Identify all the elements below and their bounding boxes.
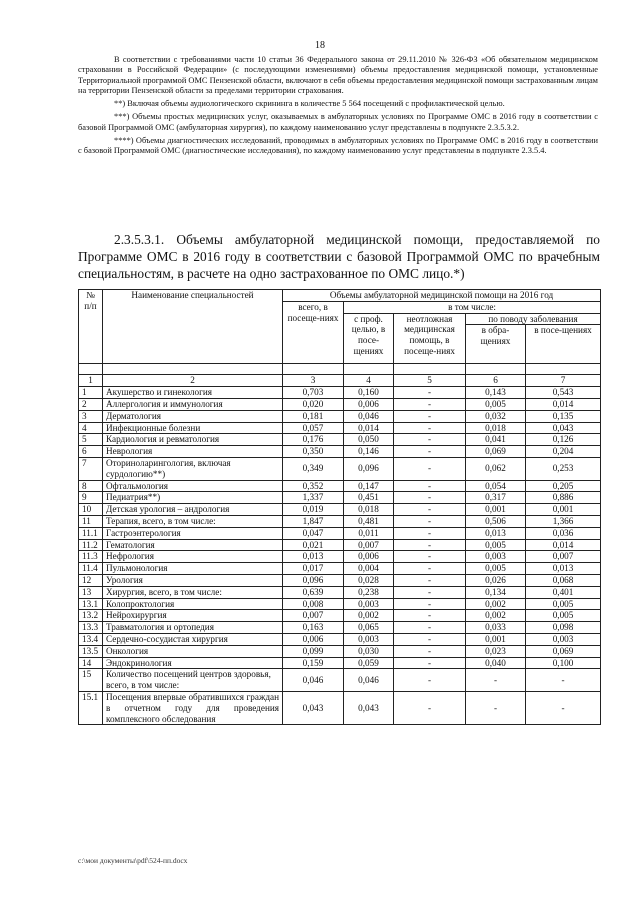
specialty-name: Детская урология – андрология: [103, 504, 283, 516]
specialty-name: Количество посещений центров здоровья, всего, в том числе:: [103, 669, 283, 692]
specialty-name: Нейрохирургия: [103, 610, 283, 622]
urgent-care-visits: -: [394, 551, 466, 563]
disease-appeals: 0,002: [466, 610, 526, 622]
urgent-care-visits: -: [394, 422, 466, 434]
disease-appeals: 0,069: [466, 446, 526, 458]
prophylactic-visits: 0,006: [344, 398, 394, 410]
disease-appeals: 0,023: [466, 645, 526, 657]
header-name: Наименование специальностей: [103, 290, 283, 364]
note-paragraph: **) Включая объемы аудиологического скрининга в количестве 5 564 посещений с профилактической целью.: [114, 99, 505, 109]
urgent-care-visits: -: [394, 633, 466, 645]
total-visits: 0,163: [283, 622, 344, 634]
disease-visits: 0,014: [526, 539, 601, 551]
prophylactic-visits: 0,147: [344, 480, 394, 492]
urgent-care-visits: -: [394, 446, 466, 458]
disease-visits: 0,204: [526, 446, 601, 458]
prophylactic-visits: 0,238: [344, 586, 394, 598]
total-visits: 0,019: [283, 504, 344, 516]
disease-visits: 0,007: [526, 551, 601, 563]
disease-appeals: 0,005: [466, 398, 526, 410]
total-visits: 0,639: [283, 586, 344, 598]
row-number: 6: [79, 446, 103, 458]
prophylactic-visits: 0,030: [344, 645, 394, 657]
header-total: всего, в посеще-ниях: [283, 301, 344, 364]
disease-appeals: 0,002: [466, 598, 526, 610]
disease-visits: 1,366: [526, 515, 601, 527]
row-number: 11.4: [79, 563, 103, 575]
disease-appeals: 0,013: [466, 527, 526, 539]
specialty-name: Хирургия, всего, в том числе:: [103, 586, 283, 598]
total-visits: 0,176: [283, 434, 344, 446]
disease-visits: 0,543: [526, 387, 601, 399]
urgent-care-visits: -: [394, 622, 466, 634]
urgent-care-visits: -: [394, 657, 466, 669]
disease-appeals: 0,054: [466, 480, 526, 492]
total-visits: 1,337: [283, 492, 344, 504]
disease-visits: 0,014: [526, 398, 601, 410]
note-paragraph: В соответствии с требованиями части 10 статьи 36 Федерального закона от 29.11.2010 № 326-ФЗ «Об обязательном медицинском страховании в Российской Федерации» (с последующими изменениями) объемы предоставления медицинской помощи, установленные Территориальной программой ОМС Пензенской области, включают в себя объемы предоставления медицинской помощи застрахованным лицам на территории Пензенской области за пределами территории страхования.: [78, 55, 598, 95]
specialty-name: Гастроэнтерология: [103, 527, 283, 539]
specialty-name: Пульмонология: [103, 563, 283, 575]
urgent-care-visits: -: [394, 434, 466, 446]
prophylactic-visits: 0,004: [344, 563, 394, 575]
total-visits: 0,703: [283, 387, 344, 399]
urgent-care-visits: -: [394, 691, 466, 724]
row-number: 11.2: [79, 539, 103, 551]
disease-visits: 0,043: [526, 422, 601, 434]
disease-visits: 0,100: [526, 657, 601, 669]
disease-visits: 0,886: [526, 492, 601, 504]
disease-visits: 0,135: [526, 410, 601, 422]
specialty-name: Колопроктология: [103, 598, 283, 610]
prophylactic-visits: 0,028: [344, 574, 394, 586]
table-row: [79, 398, 601, 410]
specialty-name: Нефрология: [103, 551, 283, 563]
specialty-name: Дерматология: [103, 410, 283, 422]
note-paragraph: ****) Объемы диагностических исследований, проводимых в амбулаторных условиях по Программе ОМС в 2016 году в соответствии с базовой Программой ОМС (диагностические исследования), по каждому наименованию услуг представлены в подпункте 2.3.5.4.: [78, 136, 598, 156]
specialty-name: Акушерство и гинекология: [103, 387, 283, 399]
prophylactic-visits: 0,481: [344, 515, 394, 527]
section-heading-text: 2.3.5.3.1. Объемы амбулаторной медицинской помощи, предоставляемой по Программе ОМС в 2016 году в соответствии с базовой Программой ОМС по врачебным специальностям, в расчете на одно застрахованное по ОМС лицо.*): [78, 232, 600, 282]
prophylactic-visits: 0,451: [344, 492, 394, 504]
disease-visits: 0,098: [526, 622, 601, 634]
total-visits: 0,349: [283, 457, 344, 480]
row-number: 13.5: [79, 645, 103, 657]
prophylactic-visits: 0,003: [344, 633, 394, 645]
prophylactic-visits: 0,146: [344, 446, 394, 458]
total-visits: 0,352: [283, 480, 344, 492]
outpatient-volumes-table: [78, 289, 601, 725]
table-row: [79, 446, 601, 458]
total-visits: 0,350: [283, 446, 344, 458]
disease-appeals: 0,040: [466, 657, 526, 669]
total-visits: 0,043: [283, 691, 344, 724]
prophylactic-visits: 0,007: [344, 539, 394, 551]
row-number: 13.4: [79, 633, 103, 645]
table-row: [79, 422, 601, 434]
table-row: [79, 633, 601, 645]
row-number: 13.1: [79, 598, 103, 610]
specialty-name: Онкология: [103, 645, 283, 657]
disease-visits: 0,205: [526, 480, 601, 492]
specialty-name: Травматология и ортопедия: [103, 622, 283, 634]
disease-appeals: 0,033: [466, 622, 526, 634]
disease-visits: 0,005: [526, 598, 601, 610]
urgent-care-visits: -: [394, 586, 466, 598]
disease-visits: 0,068: [526, 574, 601, 586]
row-number: 4: [79, 422, 103, 434]
disease-visits: -: [526, 669, 601, 692]
urgent-care-visits: -: [394, 563, 466, 575]
row-number: 11: [79, 515, 103, 527]
disease-appeals: -: [466, 669, 526, 692]
disease-appeals: 0,041: [466, 434, 526, 446]
table-row: [79, 551, 601, 563]
column-index: 3: [283, 375, 344, 387]
row-number: 12: [79, 574, 103, 586]
row-number: 7: [79, 457, 103, 480]
urgent-care-visits: -: [394, 598, 466, 610]
urgent-care-visits: -: [394, 610, 466, 622]
table-row: [79, 410, 601, 422]
disease-visits: 0,401: [526, 586, 601, 598]
total-visits: 1,847: [283, 515, 344, 527]
disease-visits: -: [526, 691, 601, 724]
table-row: [79, 645, 601, 657]
column-index: 7: [526, 375, 601, 387]
total-visits: 0,159: [283, 657, 344, 669]
total-visits: 0,046: [283, 669, 344, 692]
table-row: [79, 563, 601, 575]
prophylactic-visits: 0,002: [344, 610, 394, 622]
prophylactic-visits: 0,006: [344, 551, 394, 563]
table-row: [79, 434, 601, 446]
disease-visits: 0,069: [526, 645, 601, 657]
prophylactic-visits: 0,096: [344, 457, 394, 480]
specialty-name: Кардиология и ревматология: [103, 434, 283, 446]
disease-visits: 0,005: [526, 610, 601, 622]
row-number: 15: [79, 669, 103, 692]
footnotes: [78, 55, 598, 157]
table-row: [79, 515, 601, 527]
table-row: [79, 527, 601, 539]
disease-appeals: 0,317: [466, 492, 526, 504]
header-prof: с проф. целью, в посе-щениях: [344, 313, 394, 364]
prophylactic-visits: 0,003: [344, 598, 394, 610]
disease-appeals: 0,032: [466, 410, 526, 422]
header-appeals: в обра-щениях: [466, 325, 526, 364]
disease-visits: 0,003: [526, 633, 601, 645]
specialty-name: Посещения впервые обратившихся граждан в отчетном году для проведения комплексного обследования: [103, 691, 283, 724]
prophylactic-visits: 0,160: [344, 387, 394, 399]
total-visits: 0,099: [283, 645, 344, 657]
specialty-name: Офтальмология: [103, 480, 283, 492]
prophylactic-visits: 0,050: [344, 434, 394, 446]
urgent-care-visits: -: [394, 410, 466, 422]
row-number: 11.1: [79, 527, 103, 539]
urgent-care-visits: -: [394, 574, 466, 586]
urgent-care-visits: -: [394, 504, 466, 516]
table-row: [79, 622, 601, 634]
column-index: 4: [344, 375, 394, 387]
row-number: 10: [79, 504, 103, 516]
specialty-name: Неврология: [103, 446, 283, 458]
row-number: 2: [79, 398, 103, 410]
disease-appeals: 0,005: [466, 563, 526, 575]
file-path-footer: c:\мои документы\pdf\524-пп.docx: [78, 856, 188, 865]
column-index: 6: [466, 375, 526, 387]
prophylactic-visits: 0,065: [344, 622, 394, 634]
prophylactic-visits: 0,059: [344, 657, 394, 669]
total-visits: 0,008: [283, 598, 344, 610]
table-row: [79, 387, 601, 399]
header-group: Объемы амбулаторной медицинской помощи на 2016 год: [283, 290, 601, 302]
urgent-care-visits: -: [394, 492, 466, 504]
disease-appeals: 0,062: [466, 457, 526, 480]
header-num: № п/п: [79, 290, 103, 364]
urgent-care-visits: -: [394, 539, 466, 551]
disease-visits: 0,253: [526, 457, 601, 480]
column-index: 1: [79, 375, 103, 387]
page-number: 18: [315, 40, 325, 51]
urgent-care-visits: -: [394, 527, 466, 539]
urgent-care-visits: -: [394, 457, 466, 480]
urgent-care-visits: -: [394, 669, 466, 692]
specialty-name: Эндокринология: [103, 657, 283, 669]
disease-appeals: 0,003: [466, 551, 526, 563]
total-visits: 0,013: [283, 551, 344, 563]
disease-appeals: 0,001: [466, 633, 526, 645]
urgent-care-visits: -: [394, 515, 466, 527]
prophylactic-visits: 0,046: [344, 410, 394, 422]
table-row: [79, 504, 601, 516]
total-visits: 0,007: [283, 610, 344, 622]
prophylactic-visits: 0,011: [344, 527, 394, 539]
table-row: [79, 669, 601, 692]
table-row: [79, 691, 601, 724]
specialty-name: Педиатрия**): [103, 492, 283, 504]
total-visits: 0,057: [283, 422, 344, 434]
specialty-name: Инфекционные болезни: [103, 422, 283, 434]
table-row: [79, 492, 601, 504]
total-visits: 0,181: [283, 410, 344, 422]
urgent-care-visits: -: [394, 387, 466, 399]
disease-appeals: 0,026: [466, 574, 526, 586]
table-row: [79, 657, 601, 669]
row-number: 13.3: [79, 622, 103, 634]
specialty-name: Урология: [103, 574, 283, 586]
row-number: 3: [79, 410, 103, 422]
row-number: 13: [79, 586, 103, 598]
urgent-care-visits: -: [394, 645, 466, 657]
table-row: [79, 610, 601, 622]
header-urgent: неотложная медицинская помощь, в посеще-ниях: [394, 313, 466, 364]
header-including: в том числе:: [344, 301, 601, 313]
total-visits: 0,006: [283, 633, 344, 645]
disease-visits: 0,036: [526, 527, 601, 539]
table-row: [79, 480, 601, 492]
disease-appeals: 0,134: [466, 586, 526, 598]
row-number: 14: [79, 657, 103, 669]
prophylactic-visits: 0,043: [344, 691, 394, 724]
prophylactic-visits: 0,018: [344, 504, 394, 516]
total-visits: 0,017: [283, 563, 344, 575]
table-row: [79, 586, 601, 598]
table-row: [79, 539, 601, 551]
disease-appeals: 0,018: [466, 422, 526, 434]
column-index: 2: [103, 375, 283, 387]
disease-appeals: 0,143: [466, 387, 526, 399]
table-row: [79, 574, 601, 586]
specialty-name: Терапия, всего, в том числе:: [103, 515, 283, 527]
column-index-row: [79, 375, 601, 387]
row-number: 8: [79, 480, 103, 492]
column-index: 5: [394, 375, 466, 387]
total-visits: 0,096: [283, 574, 344, 586]
section-heading: [78, 231, 600, 283]
total-visits: 0,021: [283, 539, 344, 551]
specialty-name: Оториноларингология, включая сурдологию**): [103, 457, 283, 480]
row-number: 13.2: [79, 610, 103, 622]
total-visits: 0,047: [283, 527, 344, 539]
disease-appeals: 0,001: [466, 504, 526, 516]
total-visits: 0,020: [283, 398, 344, 410]
table-row: [79, 457, 601, 480]
row-number: 11.3: [79, 551, 103, 563]
urgent-care-visits: -: [394, 398, 466, 410]
header-spacer-row: [79, 364, 601, 375]
note-paragraph: ***) Объемы простых медицинских услуг, оказываемых в амбулаторных условиях по Программе ОМС в 2016 году в соответствии с базовой Программой ОМС (амбулаторная хирургия), по каждому наименованию услуг представлены в подпункте 2.3.5.3.2.: [78, 112, 598, 132]
row-number: 1: [79, 387, 103, 399]
table-row: [79, 598, 601, 610]
specialty-name: Сердечно-сосудистая хирургия: [103, 633, 283, 645]
specialty-name: Аллергология и иммунология: [103, 398, 283, 410]
disease-appeals: 0,005: [466, 539, 526, 551]
row-number: 9: [79, 492, 103, 504]
prophylactic-visits: 0,046: [344, 669, 394, 692]
disease-visits: 0,001: [526, 504, 601, 516]
header-disease: по поводу заболевания: [466, 313, 601, 325]
disease-appeals: -: [466, 691, 526, 724]
disease-visits: 0,126: [526, 434, 601, 446]
header-visits: в посе-щениях: [526, 325, 601, 364]
disease-visits: 0,013: [526, 563, 601, 575]
row-number: 5: [79, 434, 103, 446]
disease-appeals: 0,506: [466, 515, 526, 527]
specialty-name: Гематология: [103, 539, 283, 551]
row-number: 15.1: [79, 691, 103, 724]
urgent-care-visits: -: [394, 480, 466, 492]
prophylactic-visits: 0,014: [344, 422, 394, 434]
